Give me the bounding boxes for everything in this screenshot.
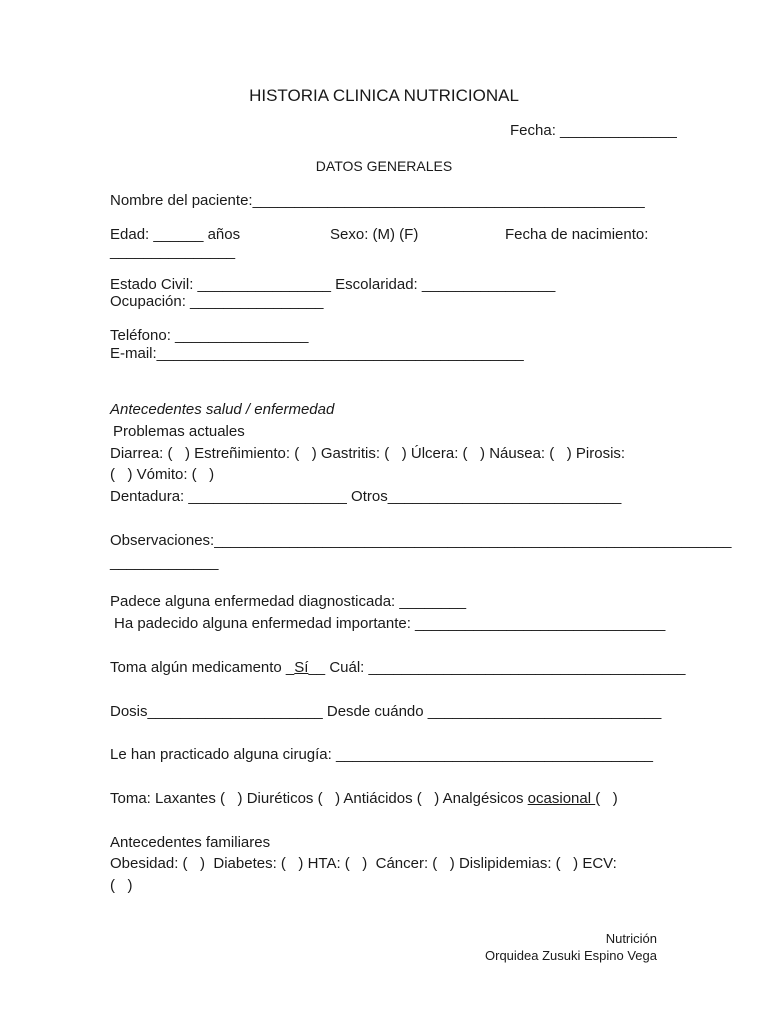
section-datos-generales: DATOS GENERALES [315, 158, 453, 174]
sexo-field: Sexo: (M) (F) [330, 226, 419, 243]
toma-checkbox: ( ) [595, 790, 618, 807]
toma-ocasional: ocasional [527, 790, 596, 807]
section-antecedentes-salud: Antecedentes salud / enfermedad [110, 401, 335, 418]
footer-name: Orquidea Zusuki Espino Vega [485, 948, 657, 963]
medicamento-answer: Sí [294, 659, 309, 676]
medicamento-label: Toma algún medicamento _ [110, 659, 295, 676]
padece-enfermedad-field: Padece alguna enfermedad diagnosticada: ________ [110, 593, 467, 610]
sintomas-line-2: ( ) Vómito: ( ) [110, 466, 215, 483]
familiares-line-2: ( ) [110, 877, 133, 894]
toma-field [110, 790, 618, 808]
dosis-field: Dosis_____________________ Desde cuándo ____________________________ [110, 703, 662, 720]
observaciones-line-2: _____________ [110, 554, 219, 571]
medicamento-cual: __ Cuál: ______________________________________ [308, 659, 686, 676]
nombre-field: Nombre del paciente:_______________________________________________ [110, 192, 645, 209]
dentadura-field: Dentadura: ___________________ Otros____________________________ [110, 488, 622, 505]
email-field: E-mail:____________________________________________ [110, 345, 524, 362]
cirugia-field: Le han practicado alguna cirugía: ______________________________________ [110, 746, 653, 763]
document-title: HISTORIA CLINICA NUTRICIONAL [249, 86, 519, 105]
ha-padecido-field: Ha padecido alguna enfermedad importante: ______________________________ [114, 615, 666, 632]
medicamento-field [110, 659, 686, 677]
fecha-nacimiento-line: _______________ [110, 243, 236, 260]
sintomas-line-1: Diarrea: ( ) Estreñimiento: ( ) Gastritis: ( ) Úlcera: ( ) Náusea: ( ) Pirosis: [110, 445, 626, 462]
observaciones-field: Observaciones:______________________________________________________________ [110, 532, 732, 549]
section-antecedentes-familiares: Antecedentes familiares [110, 834, 271, 851]
edad-field: Edad: ______ años [110, 226, 241, 243]
problemas-actuales-label: Problemas actuales [113, 423, 245, 440]
telefono-field: Teléfono: ________________ [110, 327, 309, 344]
ocupacion-field: Ocupación: ________________ [110, 293, 324, 310]
fecha-nacimiento-field: Fecha de nacimiento: [505, 226, 649, 243]
footer-role: Nutrición [605, 931, 657, 946]
fecha-field: Fecha: ______________ [510, 122, 677, 139]
toma-label: Toma: Laxantes ( ) Diuréticos ( ) Antiácidos ( ) Analgésicos [110, 790, 528, 807]
estado-civil-field: Estado Civil: ________________ Escolaridad: ________________ [110, 276, 556, 293]
familiares-line-1: Obesidad: ( ) Diabetes: ( ) HTA: ( ) Cáncer: ( ) Dislipidemias: ( ) ECV: [110, 855, 617, 872]
